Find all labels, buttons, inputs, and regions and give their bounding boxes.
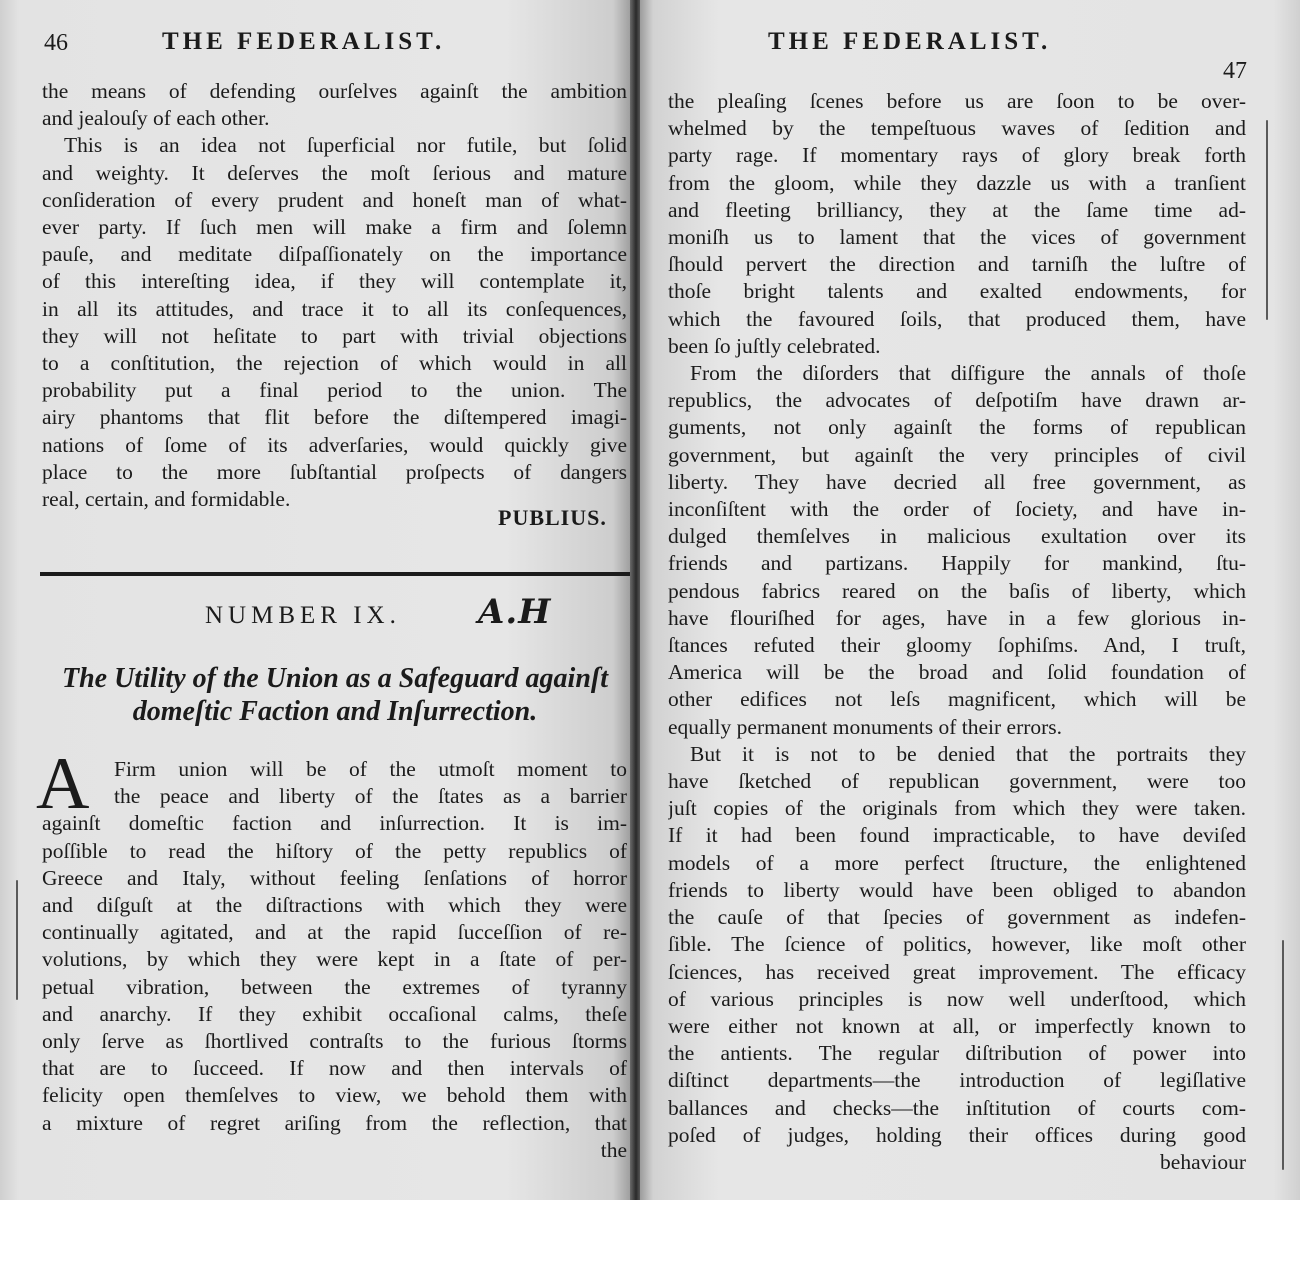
text-line: dulged themſelves in malicious exultation over its <box>668 524 1246 549</box>
text-line: have flouriſhed for ages, have in a few glorious in- <box>668 605 1246 630</box>
subtitle-line: The Utility of the Union as a Safeguard againſt <box>61 663 609 694</box>
text-line: friends and partizans. Happily for mankind, ſtu- <box>668 551 1246 576</box>
text-line: poſed of judges, holding their offices during good <box>668 1122 1246 1147</box>
text-line: petual vibration, between the extremes of tyranny <box>42 974 627 999</box>
text-line: moniſh us to lament that the vices of government <box>668 225 1246 250</box>
text-line: party rage. If momentary rays of glory break forth <box>668 143 1246 168</box>
text-line: equally permanent monuments of their errors. <box>668 714 1063 739</box>
text-line: Greece and Italy, without feeling ſenſations of horror <box>42 865 627 890</box>
text-line: probability put a final period to the union. The <box>42 378 627 403</box>
text-line: felicity open themſelves to view, we behold them with <box>42 1083 627 1108</box>
left-page-number: 46 <box>44 30 68 56</box>
drop-cap: A <box>36 743 90 825</box>
text-line: and anarchy. If they exhibit occaſional calms, theſe <box>42 1001 627 1026</box>
handwritten-annotation: A.H <box>478 592 552 632</box>
text-line: place to the more ſubſtantial proſpects of dangers <box>42 459 627 484</box>
text-line: the antients. The regular diſtribution of power into <box>668 1041 1246 1066</box>
text-line: diſtinct departments—the introduction of legiſlative <box>668 1068 1246 1093</box>
text-line: nations of ſome of its adverſaries, would quickly give <box>42 432 627 457</box>
text-line: that are to ſucceed. If now and then intervals of <box>42 1056 627 1081</box>
text-line: America will be the broad and ſolid foundation of <box>668 660 1246 685</box>
margin-pencil-mark <box>16 880 18 1000</box>
text-line: in all its attitudes, and trace it to all its conſequences, <box>42 296 627 321</box>
text-line: liberty. They have decried all free government, as <box>668 469 1246 494</box>
text-line: guments, not only againſt the forms of republican <box>668 415 1246 440</box>
left-body-text <box>42 756 627 1164</box>
left-page <box>0 0 632 1200</box>
text-line: againſt domeſtic faction and inſurrection. It is im- <box>42 811 627 836</box>
text-line: they will not heſitate to part with trivial objections <box>42 323 627 348</box>
left-opening-text <box>42 78 627 513</box>
text-line: and weighty. It deſerves the moſt ſerious and mature <box>42 160 627 185</box>
text-line: From the diſorders that diſfigure the annals of thoſe <box>690 361 1246 386</box>
text-line: a mixture of regret ariſing from the reflection, that <box>42 1110 627 1135</box>
essay-subtitle <box>40 662 630 728</box>
text-line: thoſe bright talents and exalted endowments, for <box>668 279 1246 304</box>
text-line: other edifices not leſs magnificent, which will be <box>668 687 1246 712</box>
left-running-head: THE FEDERALIST. <box>162 28 446 55</box>
text-line: of various principles is now well underſtood, which <box>668 986 1246 1011</box>
text-line: government, but againſt the very principles of civil <box>668 442 1246 467</box>
text-line: only ſerve as ſhortlived contraſts to the furious ſtorms <box>42 1029 627 1054</box>
catchword: the <box>600 1137 627 1162</box>
text-line: friends to liberty would have been obliged to abandon <box>668 877 1246 902</box>
subtitle-line: domeſtic Faction and Inſurrection. <box>132 696 538 727</box>
text-line: ballances and checks—the inſtitution of courts com- <box>668 1095 1246 1120</box>
text-line: poſſible to read the hiſtory of the petty republics of <box>42 838 627 863</box>
text-line: juſt copies of the originals from which they were taken. <box>668 796 1246 821</box>
text-line: real, certain, and formidable. <box>42 487 291 512</box>
right-body-text <box>668 88 1246 1176</box>
text-line: inconſiſtent with the order of ſociety, and have in- <box>668 497 1246 522</box>
section-number-heading: NUMBER IX. <box>205 602 401 629</box>
text-line: pendous fabrics reared on the baſis of liberty, which <box>668 578 1246 603</box>
right-running-head: THE FEDERALIST. <box>768 28 1052 55</box>
signature-publius: PUBLIUS. <box>498 505 607 530</box>
text-line: continually agitated, and at the rapid ſucceſſion of re- <box>42 920 627 945</box>
right-page-number: 47 <box>1223 58 1247 84</box>
text-line: and fleeting brilliancy, they at the ſame time ad- <box>668 197 1246 222</box>
right-page <box>640 0 1300 1200</box>
text-line: which the favoured ſoils, that produced them, have <box>668 306 1246 331</box>
catchword: behaviour <box>1160 1149 1246 1174</box>
text-line: the means of defending ourſelves againſt the ambition <box>42 79 627 103</box>
text-line: have ſketched of republican government, were too <box>668 769 1246 794</box>
text-line: volutions, by which they were kept in a ſtate of per- <box>42 947 627 972</box>
text-line: conſideration of every prudent and honeſt man of what- <box>42 187 627 212</box>
text-line: This is an idea not ſuperficial nor futile, but ſolid <box>64 133 627 158</box>
text-line: airy phantoms that flit before the diſtempered imagi- <box>42 405 627 430</box>
text-line: and jealouſy of each other. <box>42 106 270 131</box>
text-line: Firm union will be of the utmoſt moment to <box>114 757 627 781</box>
text-line: ſtances refuted their gloomy ſophiſms. And, I truſt, <box>668 633 1246 658</box>
text-line: pauſe, and meditate diſpaſſionately on the importance <box>42 242 627 267</box>
text-line: the cauſe of that ſpecies of government as indefen- <box>668 905 1246 930</box>
text-line: from the gloom, while they dazzle us with a tranſient <box>668 170 1246 195</box>
text-line: republics, the advocates of deſpotiſm have drawn ar- <box>668 388 1246 413</box>
text-line: models of a more perfect ſtructure, the enlightened <box>668 850 1246 875</box>
text-line: ſible. The ſcience of politics, however, like moſt other <box>668 932 1246 957</box>
text-line: ſhould pervert the direction and tarniſh the luſtre of <box>668 252 1246 277</box>
text-line: whelmed by the tempeſtuous waves of ſedition and <box>668 116 1246 141</box>
margin-pencil-mark <box>1266 120 1268 320</box>
text-line: and diſguſt at the diſtractions with which they were <box>42 893 627 918</box>
margin-pencil-mark <box>1282 940 1284 1170</box>
text-line: were either not known at all, or imperfectly known to <box>668 1013 1246 1038</box>
text-line: If it had been found impracticable, to have deviſed <box>668 823 1246 848</box>
text-line: But it is not to be denied that the portraits they <box>690 741 1246 766</box>
text-line: ſciences, has received great improvement. The efficacy <box>668 959 1246 984</box>
text-line: been ſo juſtly celebrated. <box>668 333 881 358</box>
text-line: ever party. If ſuch men will make a firm and ſolemn <box>42 215 627 240</box>
text-line: the pleaſing ſcenes before us are ſoon to be over- <box>668 89 1246 113</box>
section-divider <box>40 572 630 576</box>
text-line: to a conſtitution, the rejection of which would in all <box>42 351 627 376</box>
text-line: the peace and liberty of the ſtates as a barrier <box>114 784 627 809</box>
text-line: of this intereſting idea, if they will contemplate it, <box>42 269 627 294</box>
